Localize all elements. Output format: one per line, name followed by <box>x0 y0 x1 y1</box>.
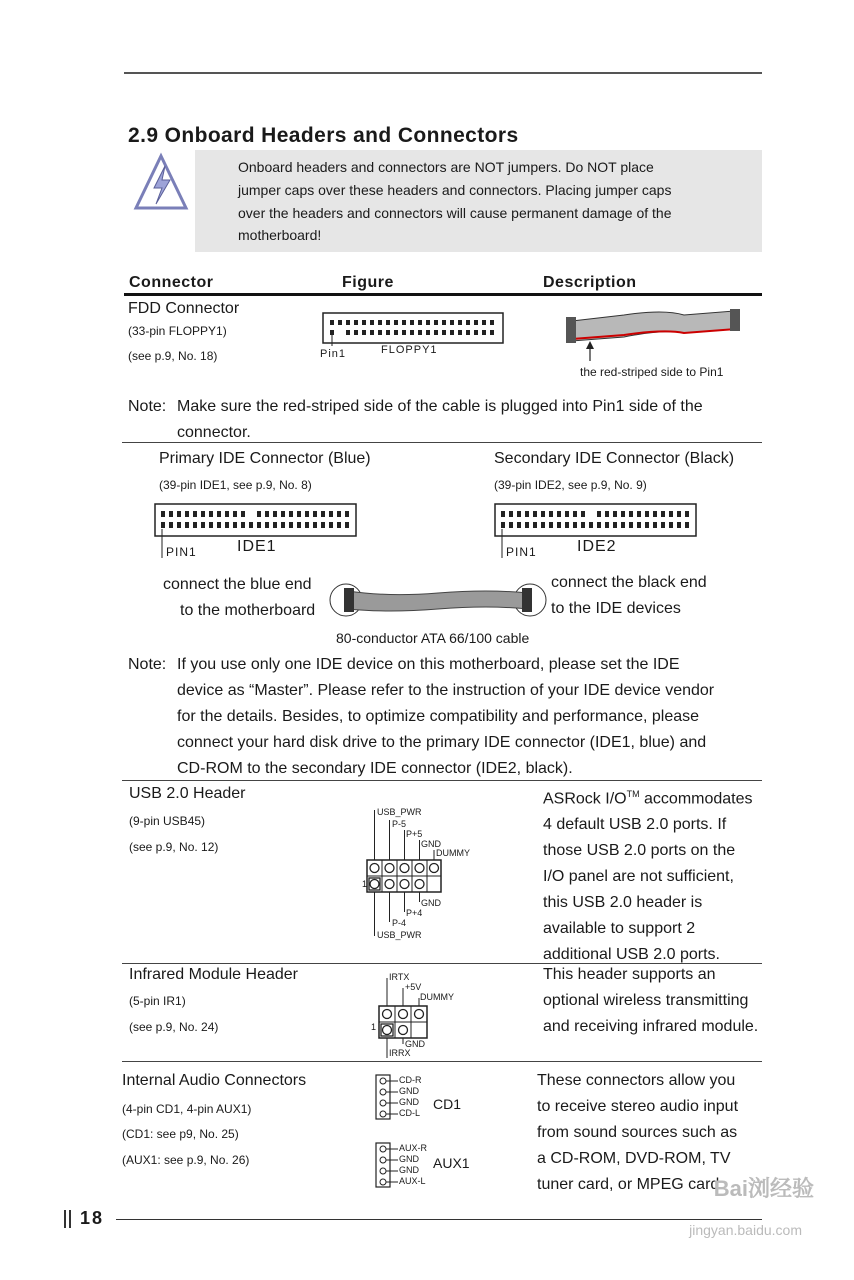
usb-pin-usb-pwr-bot: USB_PWR <box>377 930 422 940</box>
note-line: CD-ROM to the secondary IDE connector (IDE2, black). <box>177 760 573 777</box>
usb-pin-p4m: P-4 <box>392 918 407 928</box>
aux1-header-figure <box>374 1141 400 1196</box>
ide-left-caption-2: to the motherboard <box>180 602 316 619</box>
note-line: for the details. Besides, to optimize compatibility and performance, please <box>177 708 700 725</box>
ide-primary-title: Primary IDE Connector (Blue) <box>159 450 371 467</box>
audio-desc-line: from sound sources such as <box>537 1124 738 1141</box>
usb-ref: (see p.9, No. 12) <box>129 840 219 854</box>
header-figure: Figure <box>342 274 394 291</box>
note-line: connector. <box>177 424 251 441</box>
aux1-label: AUX1 <box>433 1155 470 1171</box>
ir-pin-irtx: IRTX <box>389 972 410 982</box>
watermark-url: jingyan.baidu.com <box>689 1222 802 1238</box>
cd1-label: CD1 <box>433 1096 462 1112</box>
ir-desc-line: This header supports an <box>543 966 716 983</box>
cd1-pin: GND <box>399 1097 419 1107</box>
floppy-cable-figure <box>564 303 744 368</box>
audio-pins: (4-pin CD1, 4-pin AUX1) <box>122 1102 252 1116</box>
usb-desc-line: those USB 2.0 ports on the <box>543 842 736 860</box>
usb-desc-tm: TM <box>626 789 640 799</box>
note-body <box>177 652 714 782</box>
footer-bar-mark <box>69 1210 71 1228</box>
note-line: device as “Master”. Please refer to the instruction of your IDE device vendor <box>177 682 715 699</box>
ide2-label: IDE2 <box>577 538 617 555</box>
aux1-pin: GND <box>399 1154 419 1164</box>
fdd-pin1-label: Pin1 <box>320 348 347 360</box>
usb-desc-brand: ASRock I/O <box>543 790 627 808</box>
cd1-pin: CD-R <box>399 1075 422 1085</box>
ir-desc-line: and receiving infrared module. <box>543 1018 759 1035</box>
fdd-pins: (33-pin FLOPPY1) <box>128 324 227 338</box>
warning-line: jumper caps over these headers and connectors. Placing jumper caps <box>238 181 672 198</box>
ir-pin-p5v: +5V <box>405 982 422 992</box>
aux1-pin: AUX-R <box>399 1143 428 1153</box>
ide-cable-figure <box>328 581 550 624</box>
aux1-pin: AUX-L <box>399 1176 426 1186</box>
usb-pin-p5p: P+5 <box>406 829 423 839</box>
ir-description <box>543 962 773 1040</box>
ide-left-caption-1: connect the blue end <box>163 576 312 593</box>
usb-pin-p4p: P+4 <box>406 908 423 918</box>
usb-description <box>543 781 768 968</box>
ir-pin-one: 1 <box>371 1022 377 1032</box>
note-label: Note: <box>128 398 167 415</box>
cd1-pin: CD-L <box>399 1108 421 1118</box>
warning-text <box>238 156 738 247</box>
usb-pin-usb-pwr-top: USB_PWR <box>377 807 422 817</box>
aux1-pin: GND <box>399 1165 419 1175</box>
usb-desc-rest: accommodates <box>639 790 753 808</box>
ir-ref: (see p.9, No. 24) <box>129 1020 219 1034</box>
audio-desc-line: a CD-ROM, DVD-ROM, TV <box>537 1150 731 1167</box>
cd1-pin: GND <box>399 1086 419 1096</box>
usb-desc-line-1 <box>543 781 768 812</box>
ide-cable-caption: 80-conductor ATA 66/100 cable <box>336 630 530 646</box>
note-fdd <box>128 394 768 446</box>
ir-pin-irrx: IRRX <box>389 1048 411 1058</box>
note-ide <box>128 652 778 782</box>
usb-pins: (9-pin USB45) <box>129 814 206 828</box>
aux1-pin-labels <box>399 1143 427 1187</box>
row-separator <box>122 442 762 443</box>
usb-pin-one: 1 <box>362 879 368 889</box>
section-title: 2.9 Onboard Headers and Connectors <box>128 124 519 147</box>
warning-line: motherboard! <box>238 227 322 244</box>
row-separator <box>122 1061 762 1062</box>
ide-secondary-pins: (39-pin IDE2, see p.9, No. 9) <box>494 478 647 492</box>
audio-name: Internal Audio Connectors <box>122 1072 307 1089</box>
usb-pin-gnd-bot: GND <box>421 898 441 908</box>
ir-pins: (5-pin IR1) <box>129 994 186 1008</box>
ir-pin-gnd: GND <box>405 1039 425 1049</box>
ide1-pin1-label: PIN1 <box>166 545 197 559</box>
fdd-header-label: FLOPPY1 <box>381 344 438 356</box>
note-line: Make sure the red-striped side of the cable is plugged into Pin1 side of the <box>177 398 703 415</box>
usb-pin-dummy: DUMMY <box>436 848 470 858</box>
ide-right-caption-2: to the IDE devices <box>551 600 681 617</box>
ir-name: Infrared Module Header <box>129 966 298 983</box>
note-line: connect your hard disk drive to the primary IDE connector (IDE1, blue) and <box>177 734 707 751</box>
ide1-label: IDE1 <box>237 538 277 555</box>
header-connector: Connector <box>129 274 214 291</box>
audio-desc-line: These connectors allow you <box>537 1072 736 1089</box>
warning-line: Onboard headers and connectors are NOT jumpers. Do NOT place <box>238 159 654 175</box>
fdd-name: FDD Connector <box>128 300 240 317</box>
note-line: If you use only one IDE device on this motherboard, please set the IDE <box>177 656 680 673</box>
usb-name: USB 2.0 Header <box>129 785 246 802</box>
ide-right-caption-1: connect the black end <box>551 574 707 591</box>
watermark-logo: Bai浏经验 <box>713 1176 814 1201</box>
cd1-pin-labels <box>399 1075 422 1119</box>
top-rule <box>124 72 762 74</box>
footer-rule <box>116 1219 762 1220</box>
ir-desc-line: optional wireless transmitting <box>543 992 749 1009</box>
footer-bar-mark <box>64 1210 66 1228</box>
page-number: 18 <box>80 1208 105 1228</box>
usb-desc-line: available to support 2 <box>543 920 696 938</box>
ir-pin-dummy: DUMMY <box>420 992 454 1002</box>
header-rule <box>124 293 762 296</box>
ide2-pin1-label: PIN1 <box>506 545 537 559</box>
ide-secondary-title: Secondary IDE Connector (Black) <box>494 450 735 467</box>
note-label: Note: <box>128 656 167 673</box>
warning-line: over the headers and connectors will cause permanent damage of the <box>238 204 672 221</box>
usb-pin-p5m: P-5 <box>392 819 407 829</box>
warning-icon <box>132 152 190 214</box>
usb-desc-line: additional USB 2.0 ports. <box>543 946 720 964</box>
audio-desc-line: tuner card, or MPEG card. <box>537 1176 724 1193</box>
cd1-header-figure <box>374 1073 400 1128</box>
audio-ref-aux: (AUX1: see p.9, No. 26) <box>122 1153 250 1167</box>
fdd-cable-caption: the red-striped side to Pin1 <box>580 365 724 379</box>
note-body <box>177 394 703 446</box>
ide-primary-pins: (39-pin IDE1, see p.9, No. 8) <box>159 478 312 492</box>
header-description: Description <box>543 274 637 291</box>
audio-desc-line: to receive stereo audio input <box>537 1098 739 1115</box>
usb-pin-gnd-top: GND <box>421 839 441 849</box>
usb-desc-line: 4 default USB 2.0 ports. If <box>543 816 727 834</box>
fdd-ref: (see p.9, No. 18) <box>128 349 218 363</box>
usb-desc-line: this USB 2.0 header is <box>543 894 703 912</box>
usb-desc-line: I/O panel are not sufficient, <box>543 868 734 886</box>
audio-ref-cd: (CD1: see p9, No. 25) <box>122 1127 239 1141</box>
